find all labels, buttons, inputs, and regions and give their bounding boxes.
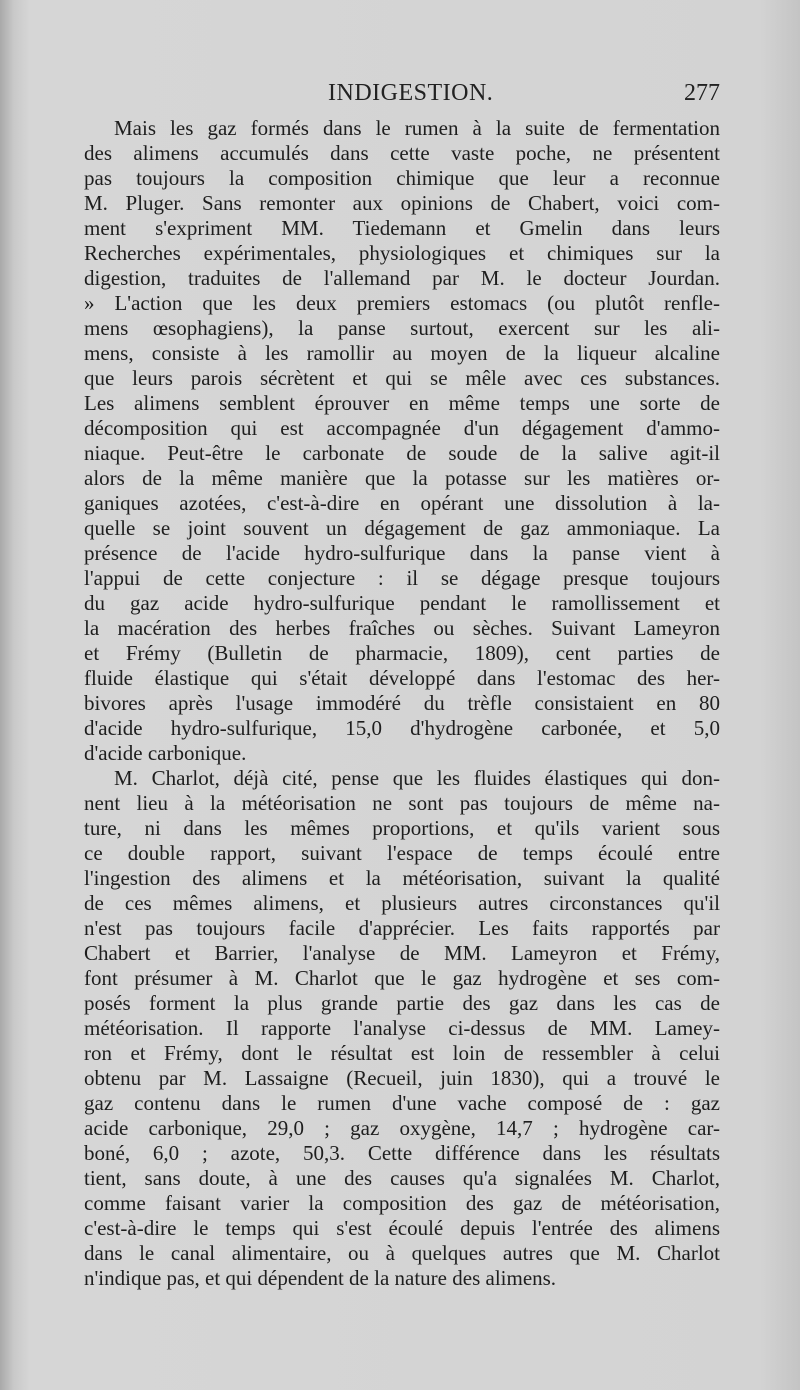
text-line: Chabert et Barrier, l'analyse de MM. Lameyron et Frémy, [84, 941, 720, 965]
text-line: comme faisant varier la composition des gaz de météorisation, [84, 1191, 720, 1215]
text-line: mens œsophagiens), la panse surtout, exercent sur les ali- [84, 316, 720, 340]
text-line: présence de l'acide hydro-sulfurique dans la panse vient à [84, 541, 720, 565]
text-line: n'est pas toujours facile d'apprécier. Les faits rapportés par [84, 916, 720, 940]
text-line: pas toujours la composition chimique que leur a reconnue [84, 166, 720, 190]
text-line: tient, sans doute, à une des causes qu'a signalées M. Charlot, [84, 1166, 720, 1190]
text-line: acide carbonique, 29,0 ; gaz oxygène, 14,7 ; hydrogène car- [84, 1116, 720, 1140]
text-line: météorisation. Il rapporte l'analyse ci-dessus de MM. Lamey- [84, 1016, 720, 1040]
text-line: Recherches expérimentales, physiologiques et chimiques sur la [84, 241, 720, 265]
text-line: n'indique pas, et qui dépendent de la nature des alimens. [84, 1266, 557, 1290]
text-line: M. Charlot, déjà cité, pense que les fluides élastiques qui don- [114, 766, 720, 790]
text-line: obtenu par M. Lassaigne (Recueil, juin 1830), qui a trouvé le [84, 1066, 720, 1090]
running-title: INDIGESTION. [328, 80, 494, 106]
text-line: décomposition qui est accompagnée d'un dégagement d'ammo- [84, 416, 720, 440]
text-line: niaque. Peut-être le carbonate de soude de la salive agit-il [84, 441, 720, 465]
text-line: des alimens accumulés dans cette vaste poche, ne présentent [84, 141, 720, 165]
text-line: ture, ni dans les mêmes proportions, et qu'ils varient sous [84, 816, 720, 840]
text-line: c'est-à-dire le temps qui s'est écoulé depuis l'entrée des alimens [84, 1216, 720, 1240]
text-line: Les alimens semblent éprouver en même temps une sorte de [84, 391, 720, 415]
text-line: alors de la même manière que la potasse sur les matières or- [84, 466, 720, 490]
text-line: font présumer à M. Charlot que le gaz hydrogène et ses com- [84, 966, 720, 990]
body-text [84, 116, 720, 1291]
text-line: de ces mêmes alimens, et plusieurs autres circonstances qu'il [84, 891, 720, 915]
text-line: que leurs parois sécrètent et qui se mêle avec ces substances. [84, 366, 720, 390]
text-line: ce double rapport, suivant l'espace de temps écoulé entre [84, 841, 720, 865]
text-line: M. Pluger. Sans remonter aux opinions de Chabert, voici com- [84, 191, 720, 215]
text-line: quelle se joint souvent un dégagement de gaz ammoniaque. La [84, 516, 720, 540]
text-line: ment s'expriment MM. Tiedemann et Gmelin dans leurs [84, 216, 720, 240]
text-line: d'acide hydro-sulfurique, 15,0 d'hydrogène carbonée, et 5,0 [84, 716, 720, 740]
text-line: fluide élastique qui s'était développé dans l'estomac des her- [84, 666, 720, 690]
text-line: du gaz acide hydro-sulfurique pendant le ramollissement et [84, 591, 720, 615]
text-line: gaz contenu dans le rumen d'une vache composé de : gaz [84, 1091, 720, 1115]
text-line: la macération des herbes fraîches ou sèches. Suivant Lameyron [84, 616, 720, 640]
text-line: et Frémy (Bulletin de pharmacie, 1809), cent parties de [84, 641, 720, 665]
page-number: 277 [684, 80, 720, 106]
text-line: digestion, traduites de l'allemand par M. le docteur Jourdan. [84, 266, 720, 290]
text-line: boné, 6,0 ; azote, 50,3. Cette différence dans les résultats [84, 1141, 720, 1165]
text-line: » L'action que les deux premiers estomacs (ou plutôt renfle- [84, 291, 720, 315]
text-line: dans le canal alimentaire, ou à quelques autres que M. Charlot [84, 1241, 720, 1265]
text-line: Mais les gaz formés dans le rumen à la suite de fermentation [114, 116, 720, 140]
text-line: d'acide carbonique. [84, 741, 247, 765]
text-line: posés forment la plus grande partie des gaz dans les cas de [84, 991, 720, 1015]
text-line: l'ingestion des alimens et la météorisation, suivant la qualité [84, 866, 720, 890]
text-line: mens, consiste à les ramollir au moyen de la liqueur alcaline [84, 341, 720, 365]
running-head [80, 80, 720, 108]
text-line: l'appui de cette conjecture : il se dégage presque toujours [84, 566, 720, 590]
text-line: nent lieu à la météorisation ne sont pas toujours de même na- [84, 791, 720, 815]
text-line: ganiques azotées, c'est-à-dire en opérant une dissolution à la- [84, 491, 720, 515]
text-line: bivores après l'usage immodéré du trèfle consistaient en 80 [84, 691, 720, 715]
text-line: ron et Frémy, dont le résultat est loin de ressembler à celui [84, 1041, 720, 1065]
